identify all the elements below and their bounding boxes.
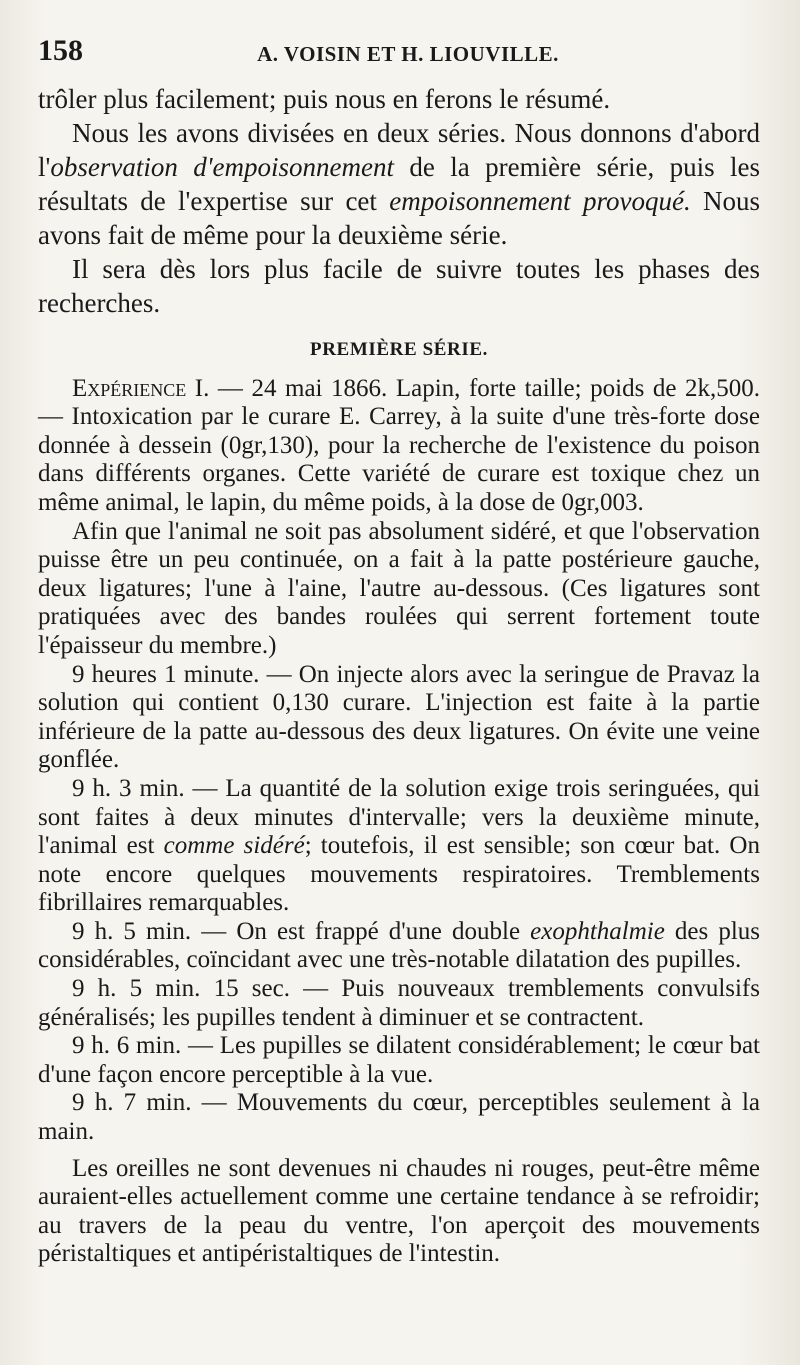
- paragraph-injection: [38, 661, 760, 775]
- italic-text: empoisonnement provoqué.: [389, 186, 691, 216]
- paragraph-9h5: [38, 918, 760, 975]
- italic-text: exophthalmie: [530, 917, 665, 945]
- text-run: 9 h. 3 min. — La quantité de la solution exige trois seringuées, qui sont faites à deux minutes d'intervalle; vers la deuxième minute, l'animal est: [38, 774, 760, 860]
- running-head: A. VOISIN ET H. LIOUVILLE.: [257, 42, 559, 66]
- paragraph-method: [38, 252, 760, 320]
- section-heading: PREMIÈRE SÉRIE.: [310, 339, 488, 360]
- paragraph-oreilles: [38, 1155, 760, 1269]
- text-run: 9 h. 5 min. — On est frappé d'une double: [72, 917, 531, 945]
- paragraph-text: Les oreilles ne sont devenues ni chaudes ni rouges, peut-être même auraient-elles actuellement comme une certaine tendance à se refroidir; au travers de la peau du ventre, l'on aperçoit des mouvements péristaltiques et antipéristaltiques de l'intestin.: [38, 1154, 760, 1268]
- paragraph-text: 9 h. 5 min. 15 sec. — Puis nouveaux tremblements convulsifs généralisés; les pupilles tendent à diminuer et se contractent.: [38, 975, 760, 1031]
- page-header: [38, 34, 778, 68]
- paragraph-text: Afin que l'animal ne soit pas absolument sidéré, et que l'observation puisse être un peu continuée, on a fait à la patte postérieure gauche, deux ligatures; l'une à l'aine, l'autre au-dessous. (Ces ligatures sont pratiquées avec des bandes roulées qui serrent fortement toute l'épaisseur du membre.): [38, 517, 760, 659]
- paragraph-intro: [38, 116, 760, 252]
- italic-text: comme sidéré: [163, 832, 305, 860]
- paragraph-9h6: [38, 1032, 760, 1089]
- paragraph-text: 9 heures 1 minute. — On injecte alors avec la seringue de Pravaz la solution qui contient 0,130 curare. L'injection est faite à la partie inférieure de la patte au-dessous des deux ligatures. On évite une veine gonflée.: [38, 660, 760, 774]
- text-run: ; toutefois, il est sensible; son cœur bat. On note encore quelques mouvements respiratoires. Tremblements fibrillaires remarquables.: [38, 832, 760, 917]
- page-number: 158: [38, 34, 83, 67]
- paragraph-text: Il sera dès lors plus facile de suivre toutes les phases des recherches.: [38, 254, 760, 318]
- experiment-text: — 24 mai 1866. Lapin, forte taille; poids de 2k,500. — Intoxication par le curare E. Carrey, à la suite d'une très-forte dose donnée à dessein (0gr,130), pour la recherche de l'existence du poison dans différents organes. Cette variété de curare est toxique chez un même animal, le lapin, du même poids, à la dose de 0gr,003.: [38, 374, 760, 516]
- paragraph-ligatures: [38, 518, 760, 661]
- text-run: Nous avons fait de même pour la deuxième série.: [38, 186, 761, 250]
- experiment-label: Expérience I.: [72, 374, 210, 402]
- italic-text: observation d'empoisonnement: [50, 152, 394, 182]
- paragraph-9h5-15: [38, 975, 760, 1032]
- paragraph-text: trôler plus facilement; puis nous en ferons le résumé.: [38, 84, 611, 114]
- text-run: Nous les avons divisées en deux séries. Nous donnons d'abord l': [38, 118, 760, 182]
- page-body: [38, 82, 760, 1269]
- experiment-paragraph: [38, 375, 760, 518]
- paragraph-9h3: [38, 775, 760, 918]
- paragraph-9h7: [38, 1089, 760, 1146]
- paragraph-continuation: [38, 82, 760, 116]
- paragraph-text: 9 h. 7 min. — Mouvements du cœur, perceptibles seulement à la main.: [38, 1089, 760, 1146]
- text-run: des plus considérables, coïncidant avec une très-notable dilatation des pupilles.: [38, 917, 761, 974]
- paragraph-text: 9 h. 6 min. — Les pupilles se dilatent considérablement; le cœur bat d'une façon encore perceptible à la vue.: [38, 1032, 760, 1088]
- text-run: de la première série, puis les résultats de l'expertise sur cet: [38, 152, 760, 216]
